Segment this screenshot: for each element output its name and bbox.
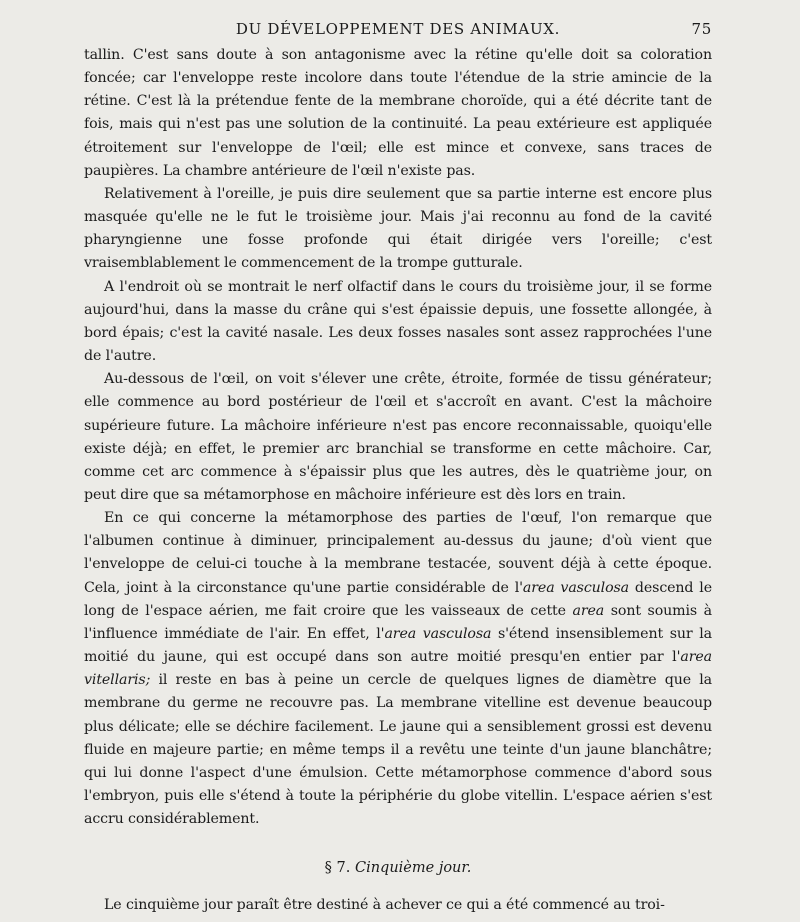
section-title: Cinquième jour. xyxy=(354,860,472,877)
albumen-text-5: il reste en bas à peine un cercle de quelques lignes de diamètre que la membrane du germe ne recouvre pas. La membrane vitelline est devenue beaucoup plus délicate; elle se déchire facilement. Le jaune qui a sensiblement grossi est devenu fluide en majeure partie; en même temps il a revêtu une teinte d'un jaune blanchâtre; qui lui donne l'aspect d'une émulsion. Cette métamorphose commence d'abord sous l'embryon, puis elle s'étend à toute la périphérie du globe vitellin. L'espace aérien s'est accru considérablement. xyxy=(84,672,712,828)
page-number: 75 xyxy=(691,20,712,38)
albumen-text-3: sont soumis à l'influence immédiate de l'air. En effet, l' xyxy=(84,602,713,642)
running-head-title: DU DÉVELOPPEMENT DES ANIMAUX. xyxy=(235,20,561,38)
term-area: area xyxy=(572,602,605,619)
section-number: § 7. xyxy=(324,860,351,877)
paragraph-ear: Relativement à l'oreille, je puis dire seulement que sa partie interne est encore plus masquée qu'elle ne le fut le troisième jour. Mais j'ai reconnu au fond de la cavité pharyngienne une fosse profonde qui était dirigée vers l'oreille; c'est vraisemblablement le commencement de la trompe gutturale. xyxy=(84,185,712,272)
term-area-vitellaris: area vitellaris; xyxy=(84,649,712,689)
paragraph-albumen xyxy=(84,507,712,831)
term-area-vasculosa-2: area vasculosa xyxy=(384,625,492,642)
albumen-text-4: s'étend insensiblement sur la moitié du jaune, qui est occupé dans son autre moitié presqu'en entier par l' xyxy=(84,625,712,666)
paragraph-jaw: Au-dessous de l'œil, on voit s'élever une crête, étroite, formée de tissu générateur; elle commence au bord postérieur de l'œil et s'accroît en avant. C'est la mâchoire supérieure future. La mâchoire inférieure n'est pas encore reconnaissable, quoiqu'elle existe déjà; en effet, le premier arc branchial se transforme en cette mâchoire. Car, comme cet arc commence à s'épaissir plus que les autres, dès le quatrième jour, on peut dire que sa métamorphose en mâchoire inférieure est dès lors en train. xyxy=(84,371,712,503)
running-head xyxy=(84,14,712,44)
albumen-text-1: En ce qui concerne la métamorphose des parties de l'œuf, l'on remarque que l'albumen continue à diminuer, principalement au-dessus du jaune; d'où vient que l'enveloppe de celui-ci touche à la membrane testacée, souvent déjà à cette époque. Cela, joint à la circonstance qu'une partie considérable de l' xyxy=(84,510,712,596)
albumen-text-2: descend le long de l'espace aérien, me fait croire que les vaisseaux de cette xyxy=(84,579,712,619)
section-heading xyxy=(84,857,712,879)
term-area-vasculosa: area vasculosa xyxy=(522,579,630,596)
body-text xyxy=(84,44,712,831)
paragraph-eye: tallin. C'est sans doute à son antagonisme avec la rétine qu'elle doit sa coloration foncée; car l'enveloppe reste incolore dans toute l'étendue de la strie amincie de la rétine. C'est là la prétendue fente de la membrane choroïde, qui a été décrite tant de fois, mais qui n'est pas une solution de la continuité. La peau extérieure est appliquée étroitement sur l'enveloppe de l'œil; elle est mince et convexe, sans traces de paupières. La chambre antérieure de l'œil n'existe pas. xyxy=(84,47,712,179)
paragraph-fifth-day: Le cinquième jour paraît être destiné à achever ce qui a été commencé au troi- xyxy=(104,897,665,914)
paragraph-nose: A l'endroit où se montrait le nerf olfactif dans le cours du troisième jour, il se forme aujourd'hui, dans la masse du crâne qui s'est épaissie depuis, une fossette allongée, à bord épais; c'est la cavité nasale. Les deux fosses nasales sont assez rapprochées l'une de l'autre. xyxy=(84,278,712,365)
